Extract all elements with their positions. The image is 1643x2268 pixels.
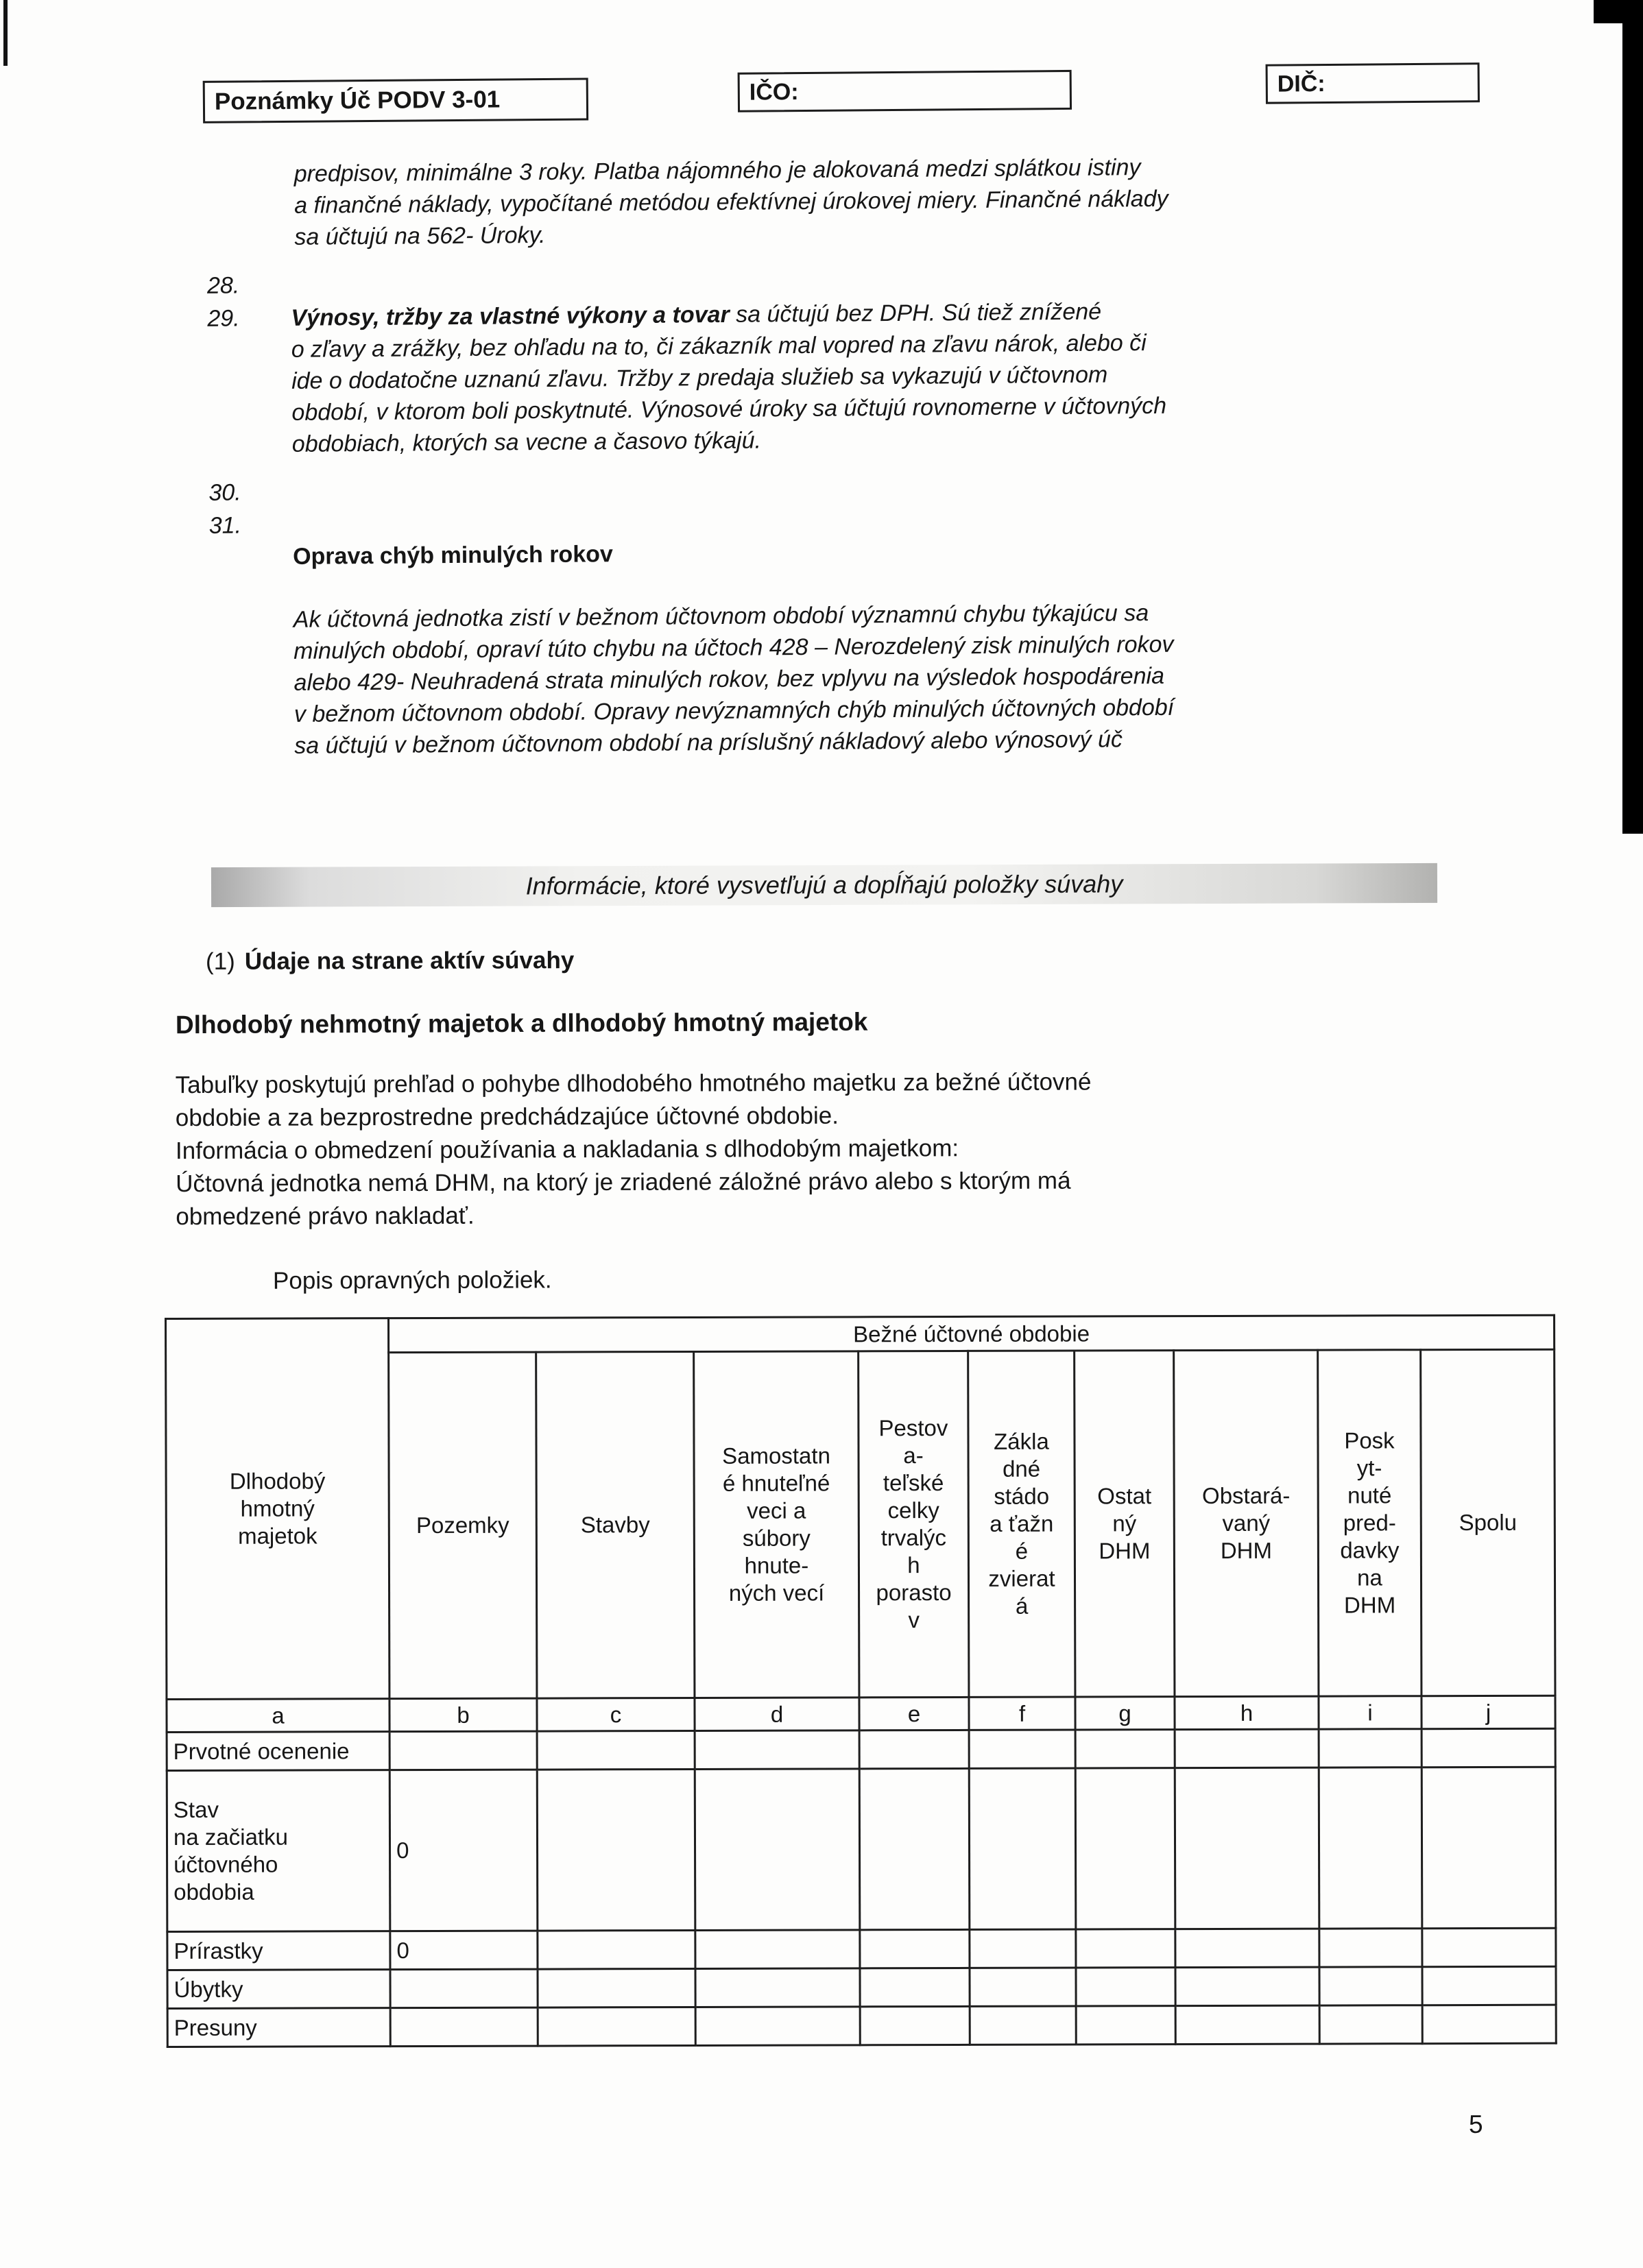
column-letter-i: i: [1319, 1696, 1422, 1729]
table-cell: [1075, 1768, 1175, 1929]
table-cell: [1076, 1968, 1175, 2006]
table-cell: [695, 1769, 860, 1931]
table-cell: [1175, 1768, 1319, 1929]
item-number: 29.: [207, 305, 240, 332]
subsection-1-heading: [206, 947, 574, 976]
table-cell: [389, 1731, 537, 1770]
column-letter-e: e: [859, 1697, 969, 1730]
row-label: Úbytky: [167, 1970, 390, 2009]
table-cell: [970, 2006, 1076, 2044]
table-cell: [1422, 1966, 1556, 2005]
column-letter-d: d: [695, 1698, 859, 1731]
table-cell: [969, 1768, 1076, 1929]
table-cell: [695, 1730, 859, 1770]
table-row-presuny: [167, 2005, 1556, 2047]
column-header-pozemky: Pozemky: [389, 1352, 537, 1699]
column-header-poskytnute-preddavky: Posk yt- nuté pred- davky na DHM: [1318, 1350, 1422, 1696]
table-cell: [859, 1730, 969, 1768]
table-cell: [695, 1930, 860, 1969]
table-cell: [1175, 1967, 1319, 2006]
table-row-period: [166, 1315, 1555, 1353]
column-header-samostatne-hnutelne-veci: Samostatn é hnuteľné veci a súbory hnute- ných vecí: [694, 1351, 859, 1698]
row-label: Stav na začiatku účtovného obdobia: [167, 1770, 390, 1932]
table-cell: [860, 1929, 970, 1968]
table-cell: [1175, 1929, 1319, 1968]
item-29-text: sa účtujú bez DPH. Sú tiež znížené o zľavy a zrážky, bez ohľadu na to, či zákazník mal vopred na zľavu nárok, alebo či ide o dodatočne uznanú zľavu. Tržby z predaja služieb sa vykazujú v účtovnom období, v ktorom boli poskytnuté. Výnosové úroky sa účtujú rovnomerne v účtovných obdobiach, ktorých sa vecne a časovo týkajú.: [291, 298, 1167, 457]
dhm-table-wrapper: [165, 1314, 1557, 2048]
table-cell: [695, 2007, 860, 2046]
paragraph-lease-policy: predpisov, minimálne 3 roky. Platba nájomného je alokovaná medzi splátkou istiny a finančné náklady, vypočítané metódou efektívnej úrokovej miery. Finančné náklady sa účtujú na 562- Úroky.: [293, 154, 1168, 250]
dic-field-box: [1266, 62, 1480, 104]
table-row-prvotne-ocenenie: [167, 1728, 1555, 1770]
table-cell: [1319, 1967, 1422, 2005]
period-header: Bežné účtovné obdobie: [389, 1315, 1555, 1352]
table-cell: [1175, 1729, 1319, 1768]
table-cell: [537, 1769, 695, 1931]
table-cell: [695, 1968, 860, 2007]
subsection-1-prefix: (1): [205, 948, 235, 975]
section-heading-band: [211, 863, 1437, 907]
table-row-stav-na-zaciatku: [167, 1767, 1556, 1931]
item-number: 28.: [206, 272, 240, 299]
table-row-ubytky: [167, 1966, 1556, 2008]
item-31-title: Oprava chýb minulých rokov: [292, 541, 613, 570]
item-number: 31.: [208, 512, 242, 539]
column-letter-a: a: [167, 1699, 389, 1733]
table-row-prirastky: [167, 1928, 1556, 1970]
table-cell: [1422, 2005, 1556, 2044]
column-header-stavby: Stavby: [536, 1351, 695, 1698]
table-cell: [859, 1768, 970, 1929]
table-cell: [1076, 1929, 1175, 1968]
list-item-29: [207, 294, 1333, 461]
row-label: Prírastky: [167, 1931, 390, 1970]
table-cell: [1075, 1730, 1175, 1768]
table-cell: [1319, 2005, 1422, 2044]
column-letter-h: h: [1175, 1696, 1319, 1730]
item-number: 30.: [208, 479, 241, 506]
page-number: 5: [1469, 2110, 1483, 2138]
column-header-zakladne-stado: Zákla dné stádo a ťažn é zvierat á: [968, 1351, 1075, 1697]
table-cell: [538, 1968, 695, 2007]
table-cell: [1319, 1768, 1422, 1929]
column-header-pestovatelske-celky: Pestov a- teľské celky trvalýc h porasto v: [859, 1351, 969, 1697]
table-cell: [1175, 2005, 1319, 2044]
table-cell: [1319, 1929, 1422, 1967]
ico-label: IČO:: [749, 78, 799, 106]
dhm-description-paragraph: Tabuľky poskytujú prehľad o pohybe dlhodobého hmotného majetku za bežné účtovné obdobie a za bezprostredne predchádzajúce účtovné obdobie. Informácia o obmedzení používania a nakladania s dlhodobým majetkom: Účtovná jednotka nemá DHM, na ktorý je zriadené záložné právo alebo s ktorým má obmedzené právo nakladať.: [175, 1068, 1092, 1231]
column-header-spolu: Spolu: [1421, 1349, 1555, 1696]
column-letter-b: b: [389, 1698, 537, 1732]
table-cell: [1319, 1729, 1422, 1768]
table-cell: [1422, 1767, 1556, 1929]
dhm-heading: Dlhodobý nehmotný majetok a dlhodobý hmotný majetok: [175, 1007, 868, 1039]
table-cell: [969, 1730, 1075, 1768]
dhm-table: [165, 1314, 1557, 2048]
table-cell: [537, 1730, 695, 1770]
column-letter-g: g: [1075, 1697, 1175, 1730]
item-29-body: [291, 294, 1333, 460]
list-item-31: [209, 501, 1336, 794]
form-title: Poznámky Úč PODV 3-01: [214, 86, 501, 115]
table-cell: [390, 2007, 538, 2047]
column-letter-f: f: [969, 1697, 1075, 1730]
form-title-box: [203, 77, 588, 123]
table-cell: [970, 1929, 1076, 1968]
table-cell: 0: [389, 1770, 538, 1931]
table-cell: [860, 1968, 970, 2006]
table-cell: 0: [390, 1931, 538, 1970]
top-section: [0, 0, 1643, 759]
column-header-ostatny-dhm: Ostat ný DHM: [1075, 1351, 1175, 1697]
section-row-label: Prvotné ocenenie: [167, 1732, 389, 1771]
table-stub-header: Dlhodobý hmotný majetok: [166, 1318, 389, 1700]
table-row-letters: [167, 1696, 1555, 1732]
accounting-policy-paragraphs: [206, 150, 1336, 794]
table-cell: [1076, 2006, 1175, 2044]
item-31-text: Ak účtovná jednotka zistí v bežnom účtovnom období významnú chybu týkajúcu sa minulých období, opraví túto chybu na účtoch 428 – Nerozdelený zisk minulých rokov alebo 429- Neuhradená strata minulých rokov, bez vplyvu na výsledok hospodárenia v bežnom účtovnom období. Opravy nevýznamných chýb minulých účtovných období sa účtujú v bežnom účtovnom období na príslušný nákladový alebo výnosový úč: [293, 600, 1175, 759]
row-label: Presuny: [167, 2008, 390, 2047]
table-cell: [538, 1930, 695, 1969]
table-cell: [1422, 1728, 1555, 1768]
item-31-body: [293, 501, 1336, 793]
ico-field-box: [738, 70, 1072, 112]
section-heading: Informácie, ktoré vysvetľujú a dopĺňajú položky súvahy: [525, 869, 1123, 900]
table-cell: [390, 1969, 538, 2008]
subsection-1-title: Údaje na strane aktív súvahy: [244, 947, 575, 975]
table-cell: [970, 1968, 1076, 2006]
table-cell: [1422, 1928, 1556, 1967]
column-header-obstaravany-dhm: Obstará- vaný DHM: [1174, 1350, 1319, 1697]
dic-label: DIČ:: [1277, 70, 1326, 97]
table-cell: [860, 2006, 970, 2044]
popis-line: Popis opravných položiek.: [272, 1266, 552, 1294]
item-29-lead: Výnosy, tržby za vlastné výkony a tovar: [291, 301, 736, 331]
table-cell: [538, 2007, 695, 2046]
column-letter-j: j: [1422, 1696, 1555, 1729]
column-letter-c: c: [537, 1698, 695, 1731]
